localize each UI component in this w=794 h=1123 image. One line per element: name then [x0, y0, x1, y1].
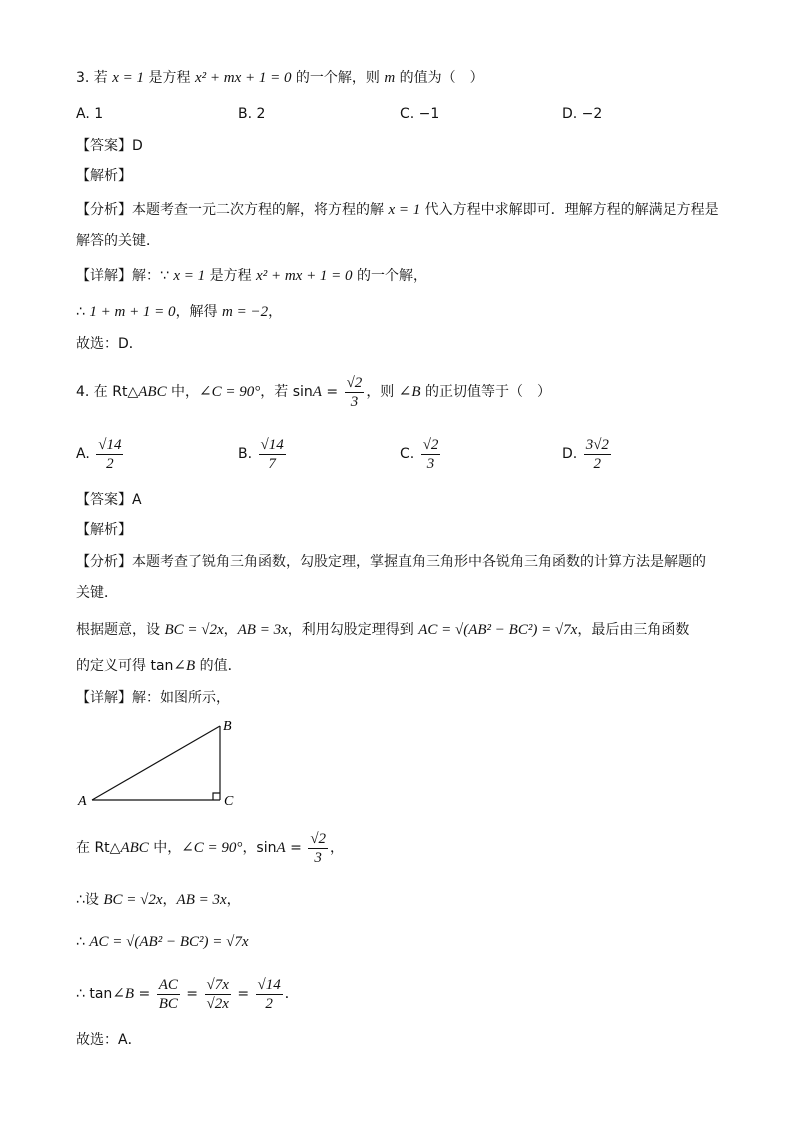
- fraction-numerator: √14: [98, 436, 122, 453]
- fraction-numerator: √2: [422, 436, 439, 453]
- q3-option-d: D. −2: [562, 106, 603, 122]
- fenxi-text: 本题考查了锐角三角函数，勾股定理，掌握直角三角形中各锐角三角函数的计算方法是解题的: [132, 554, 706, 570]
- fraction-numerator: √14: [260, 436, 284, 453]
- step-fraction: [308, 830, 328, 867]
- q3-detail-step2: [76, 302, 282, 322]
- fenxi-text: 代入方程中求解即可．理解方程的解满足方程是: [420, 202, 719, 218]
- answer-value: A: [132, 492, 142, 508]
- option-fraction: [584, 436, 611, 473]
- detail-text: 解：如图所示，: [132, 690, 230, 706]
- q3-fenxi: [76, 200, 719, 220]
- q4-step4: [76, 972, 299, 1016]
- detail-text: 是方程: [205, 268, 257, 284]
- detail-equation: x² + mx + 1 = 0: [256, 268, 353, 284]
- step-angle-b: ∠B: [112, 986, 135, 1002]
- q3-stem: [76, 68, 484, 88]
- fenxi-tag: 【分析】: [76, 554, 132, 570]
- q4-angle-b: ∠B: [398, 384, 421, 400]
- detail-text: 的一个解，: [352, 268, 428, 284]
- q4-var-a: A: [312, 384, 322, 400]
- step-triangle: ABC: [120, 840, 149, 856]
- step-text: ，: [162, 892, 177, 908]
- step-text: ，: [330, 840, 345, 856]
- answer-value: D: [132, 138, 143, 154]
- basis-text: ，利用勾股定理得到: [287, 622, 419, 638]
- q3-option-c: C. −1: [400, 106, 440, 122]
- fraction-numerator: 3√2: [585, 436, 609, 453]
- fraction-numerator: AC: [158, 976, 178, 993]
- step-ac: AC = √(AB² − BC²) = √7x: [89, 934, 249, 950]
- q4-answer: [76, 490, 142, 510]
- basis-text: 的值．: [195, 658, 242, 674]
- step-text: =: [181, 986, 203, 1002]
- step-text: ∴ tan: [76, 986, 113, 1002]
- vertex-label-c: C: [224, 794, 234, 809]
- q3-conclusion: 故选：D．: [76, 336, 143, 352]
- step-text: 中，: [148, 840, 182, 856]
- fraction-numerator: √2: [310, 830, 327, 847]
- option-label: A.: [76, 446, 90, 462]
- basis-text: 的定义可得 tan: [76, 658, 174, 674]
- answer-tag: 【答案】: [76, 138, 132, 154]
- q3-option-a: A. 1: [76, 106, 104, 122]
- q4-basis: [76, 620, 689, 640]
- vertex-label-a: A: [78, 794, 87, 809]
- fenxi-tag: 【分析】: [76, 202, 132, 218]
- q3-equation: x² + mx + 1 = 0: [194, 70, 292, 86]
- q4-step2: [76, 890, 241, 910]
- step-fraction: [157, 976, 180, 1013]
- step-ab: AB = 3x: [176, 892, 227, 908]
- q4-stem-text: 4. 在 Rt△: [76, 384, 139, 400]
- detail-math: x = 1: [173, 268, 206, 284]
- basis-text: ，: [223, 622, 238, 638]
- step-fraction: [205, 976, 231, 1013]
- step-text: ．: [284, 986, 299, 1002]
- fraction-denominator: 3: [314, 849, 322, 866]
- step-text: =: [134, 986, 155, 1002]
- q3-math-m: m: [384, 70, 396, 86]
- step-text: ∴: [76, 934, 90, 950]
- option-fraction: [96, 436, 123, 473]
- step-text: =: [232, 986, 254, 1002]
- q4-analysis-tag: 【解析】: [76, 522, 132, 538]
- fraction-denominator: 2: [593, 455, 602, 472]
- q4-basis-cont: [76, 656, 242, 676]
- option-label: B.: [238, 446, 253, 462]
- basis-angle-b: ∠B: [173, 658, 196, 674]
- step-text: ，: [226, 892, 241, 908]
- side-ab: [92, 726, 220, 800]
- option-label: C.: [400, 446, 415, 462]
- q3-stem-text: 3. 若: [76, 70, 113, 86]
- fraction-numerator: √2: [346, 374, 363, 391]
- fenxi-text: 本题考查一元二次方程的解，将方程的解: [132, 202, 389, 218]
- q4-stem-text: 中，: [166, 384, 200, 400]
- q4-fenxi: [76, 552, 706, 572]
- q3-fenxi-cont: 解答的关键．: [76, 233, 160, 249]
- detail2-text: ，解得: [175, 304, 223, 320]
- fraction-denominator: 3: [426, 455, 435, 472]
- fraction-denominator: 2: [265, 995, 273, 1012]
- q4-angle-c: ∠C = 90°: [199, 384, 261, 400]
- right-angle-mark: [213, 793, 220, 800]
- fraction-denominator: √2x: [206, 995, 229, 1012]
- step-bc: BC = √2x: [103, 892, 163, 908]
- q4-stem: [76, 372, 551, 412]
- q3-option-b: B. 2: [238, 106, 266, 122]
- step-fraction: [256, 976, 283, 1013]
- vertex-label-b: B: [223, 719, 232, 734]
- q4-triangle: ABC: [138, 384, 167, 400]
- detail-tag: 【详解】: [76, 690, 132, 706]
- fraction-denominator: 3: [350, 393, 359, 410]
- q4-sin-fraction: [345, 374, 365, 411]
- q3-detail: [76, 266, 427, 286]
- q4-conclusion: 故选：A．: [76, 1032, 142, 1048]
- q4-step1: [76, 828, 344, 868]
- step-text: =: [285, 840, 307, 856]
- detail-text: 解：∵: [132, 268, 174, 284]
- q4-detail: [76, 688, 230, 708]
- option-label: D.: [562, 446, 578, 462]
- q4-stem-text: 的正切值等于（ ）: [420, 384, 551, 400]
- q3-stem-text: 的一个解，则: [291, 70, 385, 86]
- fenxi-math: x = 1: [388, 202, 421, 218]
- q3-stem-text: 是方程: [144, 70, 195, 86]
- q3-stem-text: 的值为（ ）: [395, 70, 484, 86]
- detail2-result: m = −2: [222, 304, 269, 320]
- step-var-a: A: [276, 840, 286, 856]
- step-angle-c: ∠C = 90°: [181, 840, 243, 856]
- q3-analysis-tag: 【解析】: [76, 168, 132, 184]
- q3-answer: [76, 136, 143, 156]
- therefore-text: ∴: [76, 304, 90, 320]
- q4-option-b: [238, 434, 288, 474]
- option-fraction: [421, 436, 441, 473]
- detail2-equation: 1 + m + 1 = 0: [89, 304, 176, 320]
- fraction-denominator: BC: [158, 995, 178, 1012]
- basis-text: ，最后由三角函数: [577, 622, 690, 638]
- option-fraction: [259, 436, 286, 473]
- answer-tag: 【答案】: [76, 492, 132, 508]
- basis-ab: AB = 3x: [237, 622, 288, 638]
- basis-ac: AC = √(AB² − BC²) = √7x: [418, 622, 578, 638]
- detail-tag: 【详解】: [76, 268, 132, 284]
- q4-option-d: [562, 434, 613, 474]
- step-text: 在 Rt△: [76, 840, 121, 856]
- fraction-numerator: √14: [257, 976, 281, 993]
- step-text: ∴设: [76, 892, 104, 908]
- q4-stem-text: =: [321, 384, 343, 400]
- q4-stem-text: ，若 sin: [260, 384, 313, 400]
- q4-stem-text: ，则: [366, 384, 399, 400]
- basis-text: 根据题意，设: [76, 622, 165, 638]
- fraction-denominator: 2: [106, 455, 114, 472]
- right-triangle-figure: [72, 716, 252, 816]
- fraction-numerator: √7x: [206, 976, 229, 993]
- q4-fenxi-cont: 关键．: [76, 585, 118, 601]
- fraction-denominator: 7: [268, 455, 276, 472]
- q4-step3: [76, 932, 249, 952]
- basis-bc: BC = √2x: [164, 622, 224, 638]
- step-text: ，sin: [242, 840, 277, 856]
- q4-option-a: [76, 434, 125, 474]
- q4-option-c: [400, 434, 442, 474]
- q3-math-x: x = 1: [112, 70, 145, 86]
- detail2-text: ，: [268, 304, 283, 320]
